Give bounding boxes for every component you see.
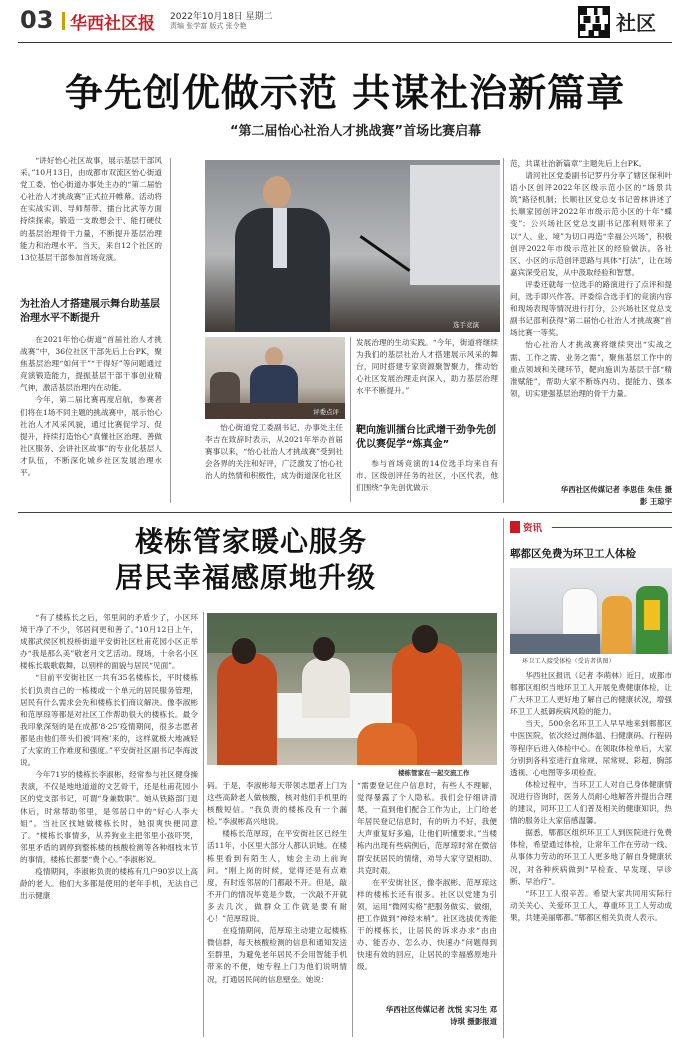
photo-screen — [410, 165, 500, 285]
article2-headline-line1: 楼栋管家暖心服务 — [135, 525, 368, 558]
article1-column-3b — [356, 458, 498, 494]
article2-paragraph: 在平安街社区，像李淑彬、范厚琼这样的楼栋长还有很多。社区以党建为引领，运用“微网实格”把服务做实、做细，把工作做到“神经末梢”。社区选拔优秀能干的楼栋长，让居民的诉求办求“由由办、能否办、怎么办、快速办”问题得到快速有效的回应，让居民的幸福感原地升级。 — [357, 877, 497, 972]
article2-paragraph: 今年71岁的楼栋长李淑彬，经常参与社区健身操表演，不仅是地地道道的文艺骨干，还是杜甫花园小区的党支部书记，可谓“身兼数职”。她从铁路部门退休后，时常帮助邻里，是邻居口中的“好心人李大姐”。当社区找她做楼栋长时，她很爽快便同意了。“楼栋长事情多，从养狗业主把邻里小孩吓哭，邻里矛盾的调停到整栋楼的核酸检测等各种细枝末节的事情，楼栋长都要“费个心。”李淑彬说。 — [20, 770, 198, 864]
column-rule — [350, 337, 351, 502]
photo-person-head — [263, 176, 291, 208]
photo-worker-2-vest — [644, 600, 660, 630]
article2-photo-caption: 楼栋管家在一起交流工作 — [398, 769, 470, 777]
article1-column-4 — [510, 158, 672, 400]
brief-paragraph: 当天，500余名环卫工人早早地来到郫都区中医医院，依次经过测体温、扫健康码、行程码等程序后进入体检中心。在领取体检单后，大家分别到各科室进行血常规、尿常规、彩超、胸部透视、心电图等多项检查。 — [510, 719, 672, 777]
article1-paragraph: 范，共谋社治新篇章”主题先后上台PK。 — [510, 159, 647, 168]
photo-judge-body — [250, 365, 298, 405]
news-tag-marker — [510, 521, 520, 533]
brief-headline: 郫都区免费为环卫工人体检 — [510, 548, 636, 560]
brief-paragraph: 体检过程中，当环卫工人对自己身体健康情况进行咨询时，医务人员耐心地解答并提出合理的建议，同环卫工人们普及相关的健康知识，热情的服务让大家倍感温馨。 — [510, 779, 672, 826]
article2-headline-line2: 居民幸福感原地升级 — [115, 561, 377, 594]
photo-contestant-speaking — [205, 160, 500, 332]
article2-paragraph: “目前平安街社区一共有35名楼栋长，平时楼栋长们负责自己的一栋楼或一个单元的居民服务管理，居民有什么需求会先和楼栋长们商议解决。像李淑彬和范厚琼等都是对社区工作帮助很大的楼栋长。最令我印象深刻的是在成都‘8·25’疫情期间，很多志愿者都是由他们带头们被‘同袍’来的，这样就极大地减轻了大家的工作难度和强度。”平安街社区副书记李海波说。 — [20, 673, 198, 768]
article1-subheadline: “第二届怡心社治人才挑战赛”首场比赛启幕 — [230, 124, 482, 139]
header-rule — [18, 42, 672, 43]
brief-body — [510, 670, 672, 924]
article2-column-3 — [357, 780, 497, 974]
article2-paragraph: 在疫情期间，范厚琼主动建立起楼栋微信群，每天核酸检测的信息和通知发送至群里，为避免老年居民不会用智能手机带来的不便，她专程上门为他们说明情况，打通居民间的信息壁垒。她说： — [207, 926, 347, 984]
issue-date: 2022年10月18日 星期二 — [170, 12, 273, 22]
photo-person-right-head — [412, 625, 438, 653]
article2-paragraph: 疫情期间，李淑彬负责的楼栋有几户90岁以上高龄的老人。他们大多都是使用的老年手机，无法自己出示健康 — [20, 866, 198, 901]
article2-paragraph: “有了楼栋长之后，邻里间的矛盾少了，小区环境干净了不少，邻居间更和善了。”10月12日上午，成都武侯区机投桥街道平安街社区杜甫花园小区正举办“我是那么美”敬老月文艺活动。现场，十余名小区楼栋长载歌载舞，以别样的面貌与居民“见面”。 — [20, 613, 198, 671]
article1-subhead-2: 靶向施训擂台比武增干劲争先创优以赛促学“炼真金” — [356, 425, 496, 450]
photo-person-left — [217, 653, 277, 765]
article2-byline: 华西社区传媒记者 沈悦 实习生 邓诗琪 摄影报道 — [385, 1005, 497, 1026]
photo-microphone — [360, 235, 411, 272]
column-rule — [503, 158, 504, 503]
photo-sanitation-workers-checkup — [510, 568, 672, 654]
qr-code-icon — [578, 6, 610, 38]
photo1-caption: 选手竞演 — [453, 321, 479, 329]
news-tag-label: 资讯 — [523, 523, 543, 534]
article1-paragraph: 今年，第二届比赛再度启航，参赛者们将在1场不同主题的挑战赛中，展示怡心社治人才风采风貌，通过比赛促学习、促提升，持续打造怡心“真懂社区治理、善做社区服务、会讲社区故事”的专业化基层人才队伍，不断深化城乡社区发展治理水平。 — [20, 395, 162, 478]
article2-paragraph: “需要登记住户信息时，有些人不理解，觉得暴露了个人隐私。我们会仔细讲清楚，一直到他们配合工作为止，上门给老年居民登记信息时，有的听力不好，我便大声重复好多遍，让他们听懂要求。”当楼栋内出现有些病例后，范厚琼时常在微信群安抚居民的情绪，劝导大家守望相助、共克时艰。 — [357, 781, 497, 875]
photo2-caption: 评委点评 — [313, 408, 339, 416]
article1-paragraph: “讲好怡心社区故事，展示基层干部风采。”10月13日，由成都市双流区怡心街道党工委、怡心街道办事处主办的“第二届怡心社治人才挑战赛”正式拉开帷幕。活动将在实战实训、导师帮带、擂台比武等方面持续探索，锻造一支敢想会干、能打硬仗的基层治理骨干力量，不断提升基层治理能力和治理水平。当天，来自12个社区的13位基层干部参加首场竞演。 — [20, 156, 162, 262]
page-header — [0, 0, 690, 46]
article1-subhead-1: 为社治人才搭建展示舞台助基层治理水平不断提升 — [20, 299, 160, 324]
photo-person-left-head — [232, 638, 256, 664]
photo-judge-commenting — [205, 337, 345, 419]
brief-photo-caption: 环卫工人接受体检（受访者供图） — [522, 658, 615, 665]
article1-column-3 — [356, 337, 498, 397]
photo-judge-head — [265, 347, 283, 367]
article1-paragraph: 怡心街道党工委副书记、办事处主任李吉在致辞时表示，从2021年举办首届赛事以来，“怡心社治人才挑战赛”受到社会各界的关注和好评，广泛激发了怡心社治人的热情和积极性，成为街道深化社区 — [205, 423, 343, 481]
photo-building-stewards-meeting — [207, 613, 497, 765]
article1-byline: 华西社区传媒记者 李思佳 朱佳 摄影 王琼宇 — [560, 485, 672, 506]
photo-person-front — [357, 723, 417, 765]
editor-credits: 责编 张学富 版式 张令艳 — [170, 22, 247, 30]
brief-paragraph: 华西社区报讯（记者 李萌林）近日，成都市郫都区组织当地环卫工人开展免费健康体检，让广大环卫工人更好地了解自己的健康状况，增强环卫工人抵御疾病风险的能力。 — [510, 671, 672, 717]
brief-paragraph: 据悉，郫都区组织环卫工人到医院进行免费体检，希望通过体检，让常年工作在劳动一线、从事体力劳动的环卫工人更多地了解自身健康状况，对各种疾病做到“早检查、早发现、早诊断、早治疗”。 — [510, 828, 672, 886]
article1-paragraph: 请河社区党委副书记罗丹分享了辖区保利叶语小区创评2022年区级示范小区的“场景共筑”路径机制；长顺社区党总支书记曾林讲述了长顺家园创评2022年市级示范小区的十年“蝶变”；公兴场社区党总支副书记邵利则带来了以“人、业、境”为切口再造“幸福公兴场”，积极创评2022年市级示范社区的经验做法。各社区、小区的示范创评思路与具体“打法”，让在场嘉宾深受启发，从中汲取经验和智慧。 — [510, 171, 672, 277]
article1-headline: 争先创优做示范 共谋社治新篇章 — [64, 71, 626, 115]
article1-column-1 — [20, 155, 162, 264]
section-name: 社区 — [616, 11, 656, 35]
news-tag-line — [552, 527, 672, 528]
page-number: 03 — [20, 6, 54, 34]
column-rule — [170, 158, 171, 503]
column-rule — [203, 612, 204, 1037]
header-divider-mark — [62, 12, 65, 30]
photo-worker-1 — [602, 596, 632, 654]
paper-name: 华西社区报 — [70, 14, 155, 34]
photo-desk — [510, 634, 600, 654]
news-tag-bar — [510, 520, 672, 534]
article1-column-2 — [205, 422, 343, 482]
article2-paragraph: 码。于是，李淑彬每天带领志愿者上门为这些高龄老人做核酸，核对他们手机里的核酸短信。“我负责的楼栋没有一个漏检。”李淑彬高兴地说。 — [207, 781, 347, 827]
article1-paragraph: 参与首场竞演的14位选手均来自有市、区级创评任务的社区，小区代表，他们围绕“争先创优做示 — [356, 459, 498, 493]
photo-person-middle-head — [313, 637, 335, 661]
article2-column-1 — [20, 612, 198, 902]
section-divider — [18, 512, 672, 513]
column-rule — [352, 780, 353, 1037]
article2-column-2 — [207, 780, 347, 986]
photo-shirt — [273, 208, 287, 268]
article1-paragraph: 评委还就每一位选手的路演进行了点评和提问，选手即兴作答。评委综合选手们的竞演内容和现场表现等情况进行打分，公兴场社区党总支副书记邵利获得“第二届怡心社治人才挑战赛”首场比赛一等奖。 — [510, 279, 672, 338]
article1-paragraph: 发展治理的生动实践。“今年，街道将继续为我们的基层社治人才搭建展示风采的舞台，同时搭建专家资源聚智聚力，推动怡心社区发展治理走向深入，助力基层治理水平不断提升。” — [356, 338, 498, 396]
column-rule — [503, 518, 504, 1038]
photo-person-middle — [302, 658, 350, 718]
article1-paragraph: 怡心社治人才挑战赛将继续突出“实战之需、工作之需、业务之需”，聚焦基层工作中的重点领域和关键环节，靶向施训为基层干部“精准赋能”，帮助大家不断练内功、提能力、强本领，切实建强基层治理的骨干力量。 — [510, 340, 672, 398]
article1-paragraph: 在2021年怡心街道“首届社治人才挑战赛”中，36位社区干部先后上台PK，聚焦基层治理“如何干”“干得好”等问题通过竞演锻造能力，提振基层干部干事创业精气神，激活基层治理内在动能。 — [20, 335, 162, 393]
brief-paragraph: “环卫工人很辛苦。希望大家共同用实际行动关关心、关爱环卫工人，尊重环卫工人劳动成果，共建美丽郫都。”郫都区相关负责人表示。 — [510, 888, 672, 922]
article2-paragraph: 楼栋长范厚琼，在平安街社区已经生活11年，小区里大部分人都认识她。在楼栋里看到有陌生人，她会主动上前询问。“刚上岗的时候，觉得还是有点难度，有时连邻居的门都敲不开。但是，敲不开门的情况毕竟是少数，一次敲不开就多去几次，做群众工作就是要有耐心！”范厚琼说。 — [207, 829, 347, 924]
article1-column-1b — [20, 334, 162, 479]
